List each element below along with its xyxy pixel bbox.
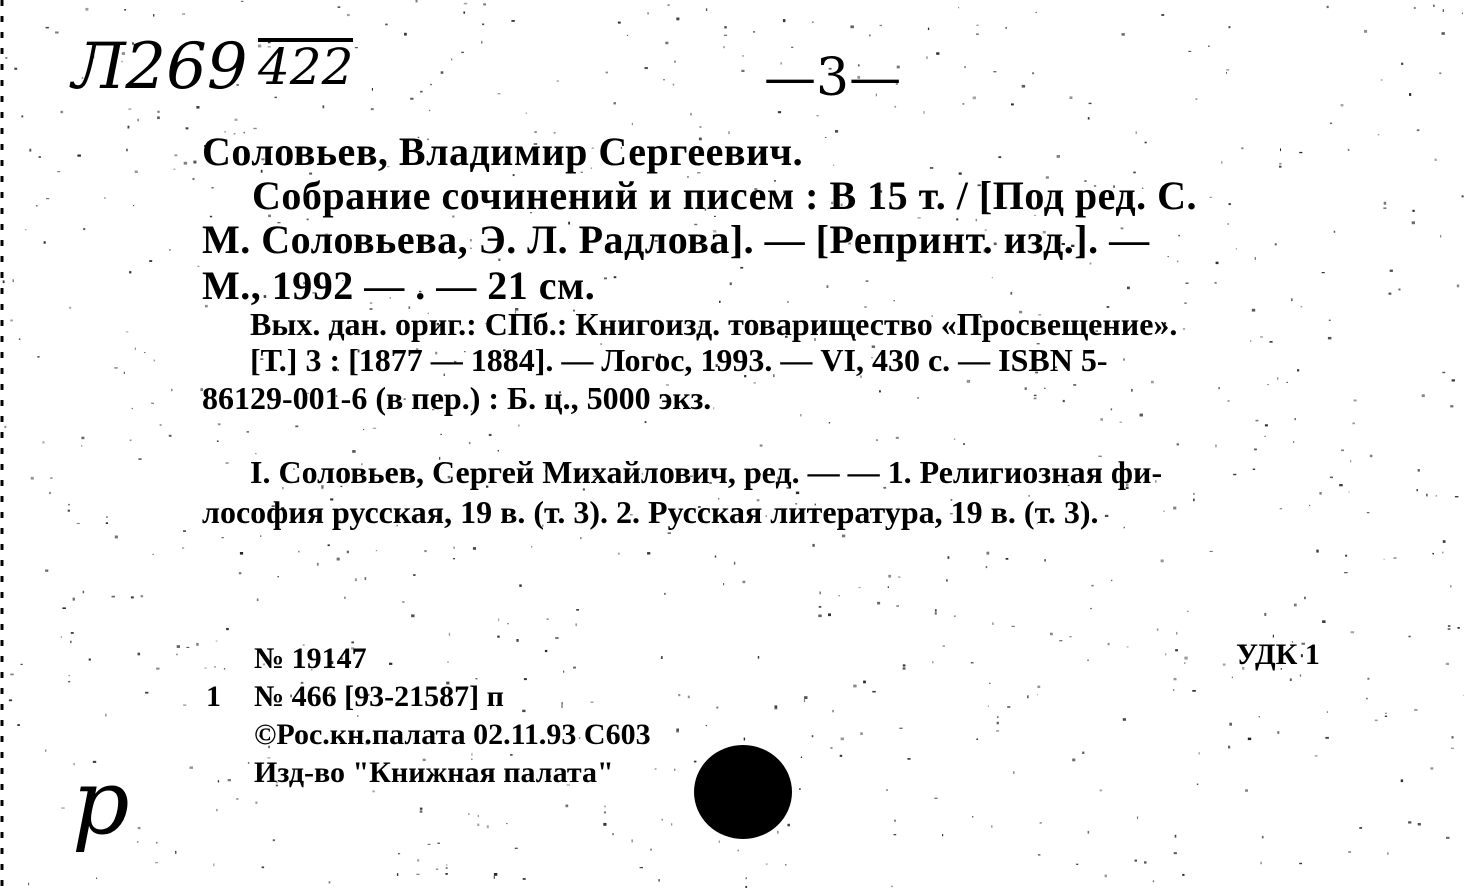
udk-code: УДК 1: [1236, 638, 1320, 671]
handwritten-corner-mark: р: [72, 750, 130, 855]
subject-line-1: I. Соловьев, Сергей Михайлович, ред. — — 1. Религиозная фи-: [250, 454, 1163, 490]
subject-line-2: лософия русская, 19 в. (т. 3). 2. Русская литература, 19 в. (т. 3).: [202, 494, 1099, 530]
card-punch-hole: [694, 745, 792, 839]
copy-count: 1: [206, 680, 221, 713]
handwritten-call-number: Л269: [72, 30, 248, 104]
title-line-3: М., 1992 — . — 21 см.: [202, 263, 596, 308]
volume-line-2: 86129-001-6 (в пер.) : Б. ц., 5000 экз.: [202, 380, 712, 416]
book-chamber-line: ©Рос.кн.палата 02.11.93 С603: [254, 718, 651, 751]
title-line-1: Собрание сочинений и писем : В 15 т. / [Под ред. С.: [252, 173, 1197, 218]
record-number: № 19147: [254, 642, 367, 675]
handwritten-shelf-number: 422: [258, 38, 354, 96]
author-heading: Соловьев, Владимир Сергеевич.: [202, 129, 804, 174]
original-imprint: Вых. дан. ориг.: СПб.: Книгоизд. товарищество «Просвещение».: [250, 306, 1178, 342]
publisher-line: Изд-во "Книжная палата": [254, 756, 614, 789]
title-line-2: М. Соловьева, Э. Л. Радлова]. — [Репринт. изд.]. —: [202, 217, 1150, 262]
handwritten-page-mark: —3—: [764, 48, 902, 108]
volume-line-1: [Т.] 3 : [1877 — 1884]. — Логос, 1993. — VI, 430 с. — ISBN 5-: [250, 342, 1108, 378]
list-number: № 466 [93-21587] п: [254, 680, 504, 713]
